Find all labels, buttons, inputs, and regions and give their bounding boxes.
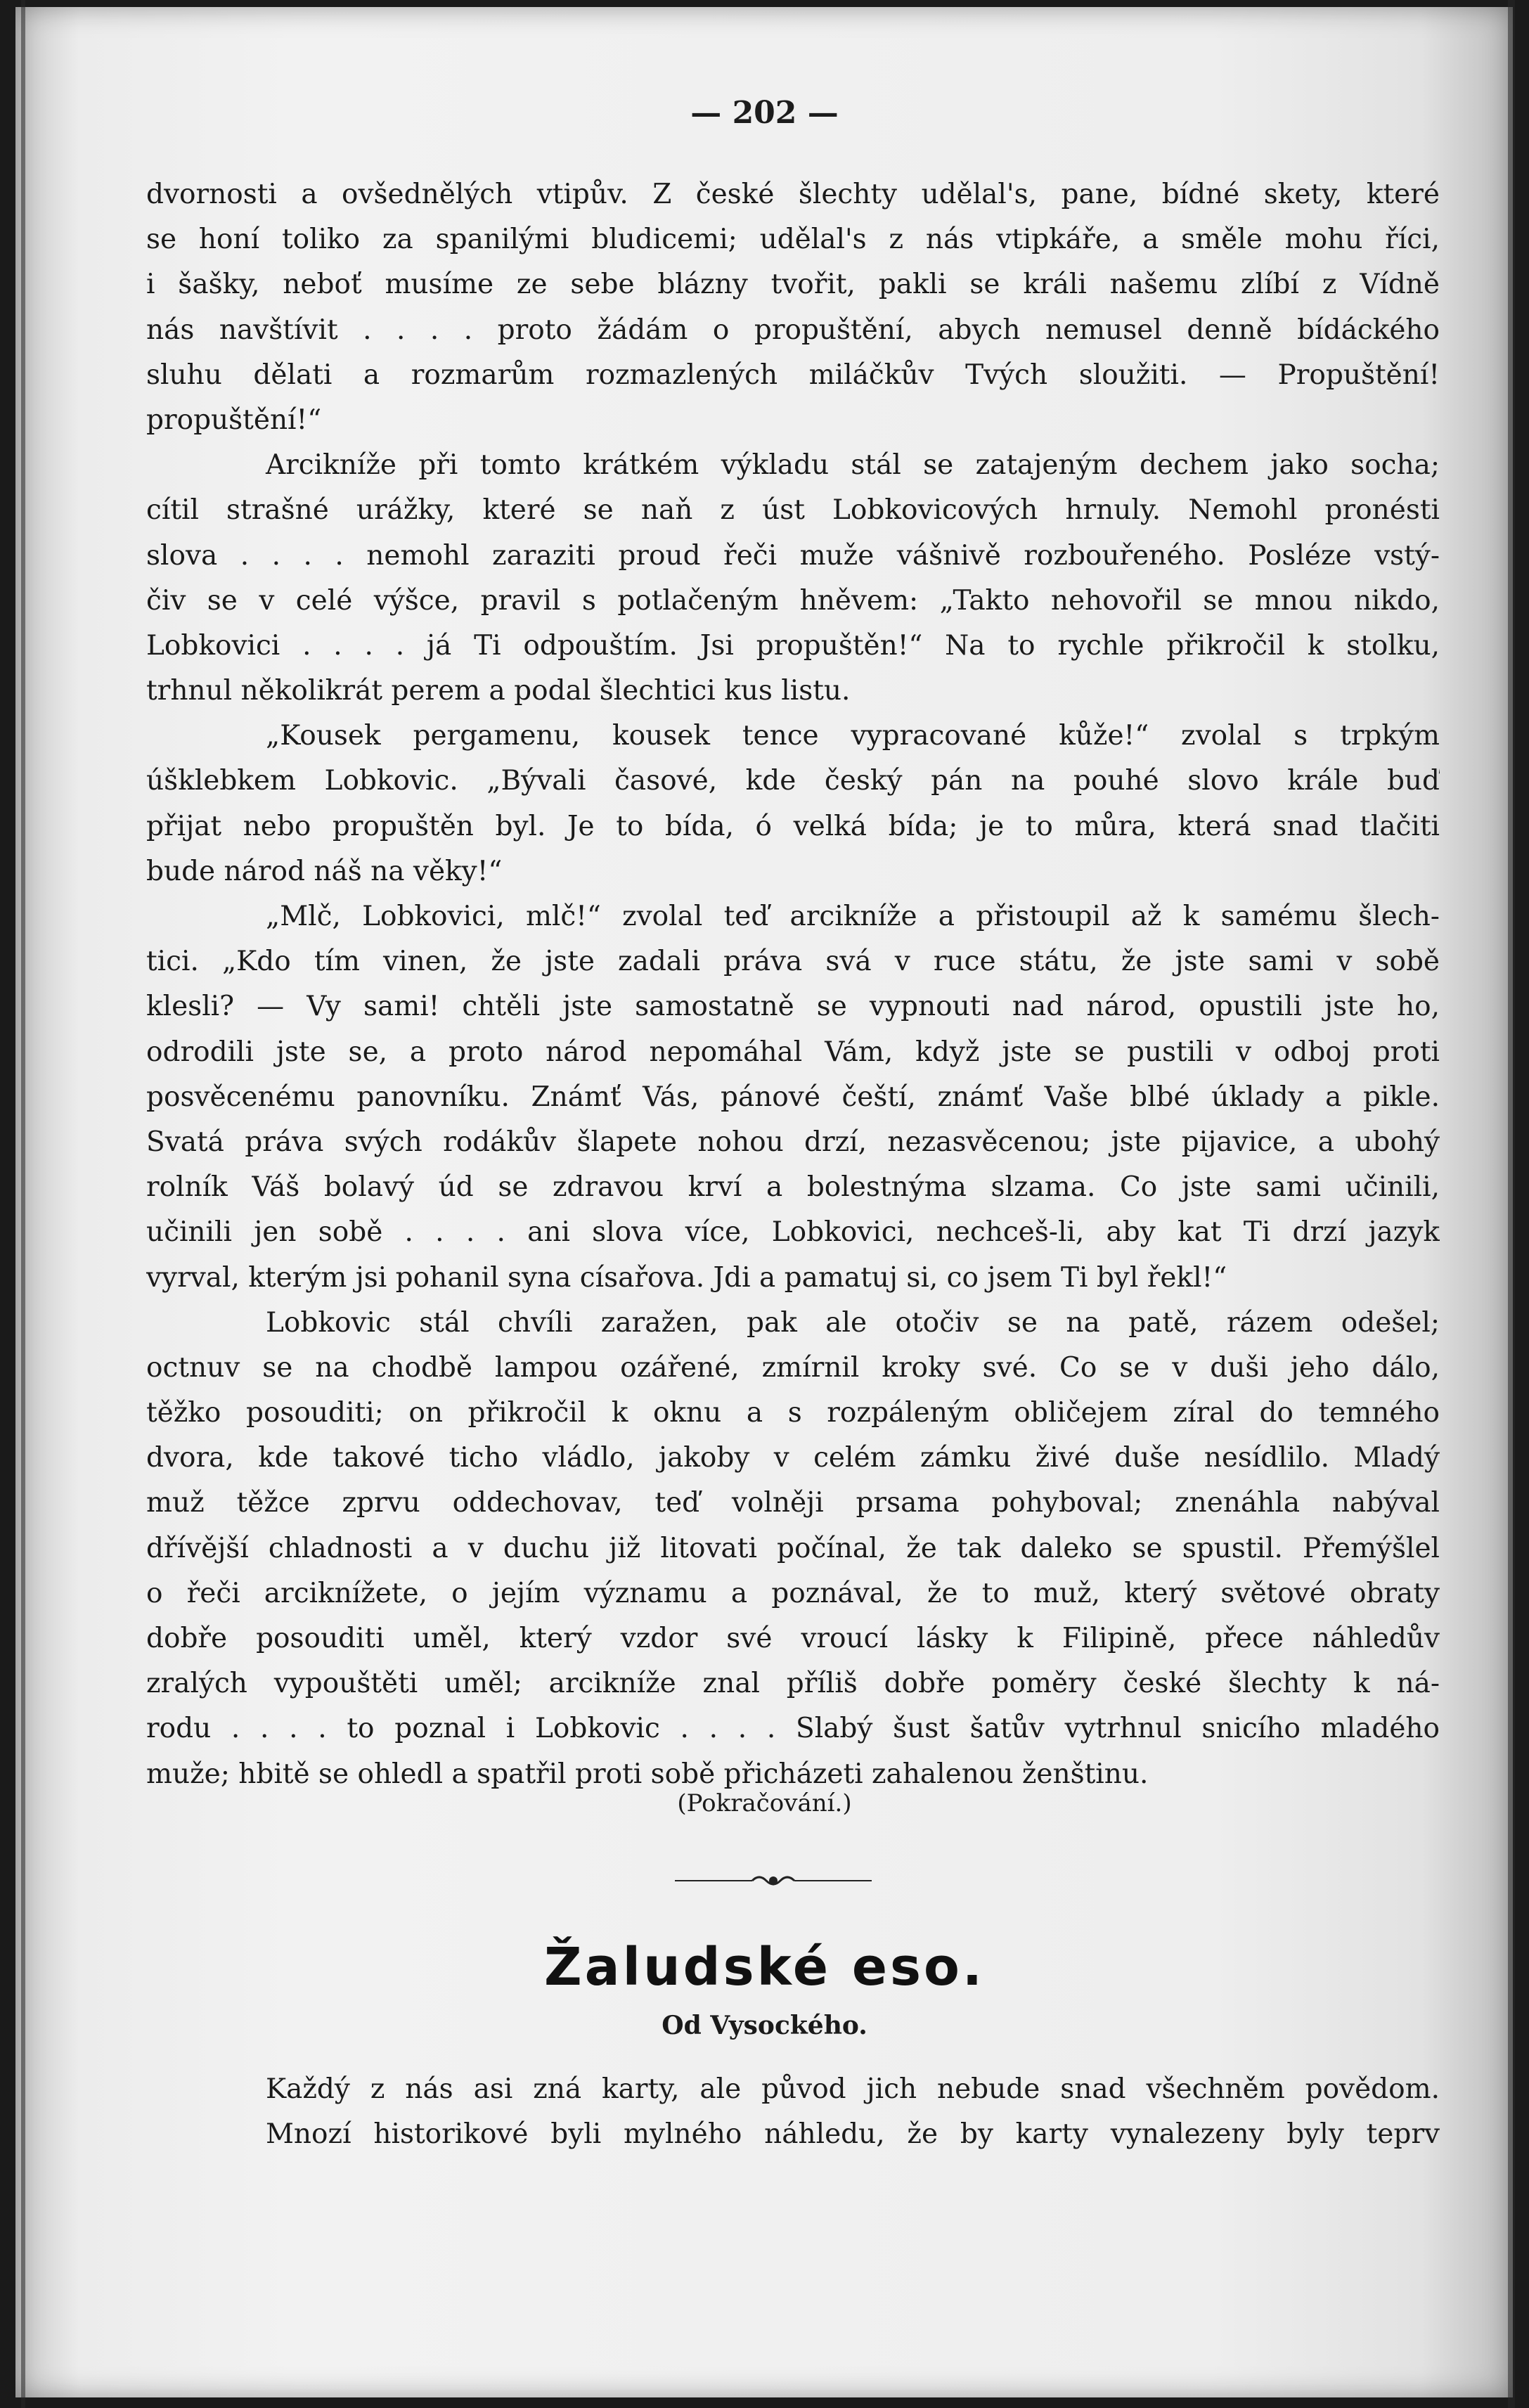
text-line: zralých vypouštěti uměl; arcikníže znal příliš dobře poměry české šlechty k ná- — [146, 1668, 1440, 1700]
scan-mark — [1508, 0, 1515, 2408]
text-line: těžko posouditi; on přikročil k oknu a s rozpáleným obličejem zíral do temného — [146, 1397, 1440, 1429]
text-line: rodu . . . . to poznal i Lobkovic . . . . Slabý šust šatův vytrhnul snicího mladého — [146, 1713, 1440, 1745]
text-line: Arcikníže při tomto krátkém výkladu stál se zatajeným dechem jako socha; — [266, 449, 1440, 482]
page-number: — 202 — — [690, 95, 839, 131]
text-line: dobře posouditi uměl, který vzdor své vroucí lásky k Filipině, přece náhledův — [146, 1623, 1440, 1654]
article-byline: Od Vysockého. — [662, 2011, 867, 2040]
text-line: úšklebkem Lobkovic. „Bývali časové, kde český pán na pouhé slovo krále buď — [146, 765, 1440, 797]
text-line: učinili jen sobě . . . . ani slova více, Lobkovici, nechceš-li, aby kat Ti drzí jazyk — [146, 1216, 1440, 1249]
article-text — [146, 2067, 1440, 2157]
text-line: posvěcenému panovníku. Známť Vás, pánové čeští, známť Vaše blbé úklady a pikle. — [146, 1081, 1440, 1113]
text-line: trhnul několikrát perem a podal šlechtici kus listu. — [146, 675, 851, 707]
text-line: nás navštívit . . . . proto žádám o propuštění, abych nemusel denně bídáckého — [146, 314, 1440, 346]
text-line: odrodili jste se, a proto národ nepomáhal Vám, když jste se pustili v odboj proti — [146, 1036, 1440, 1068]
text-line: dřívější chladnosti a v duchu již litovati počínal, že tak daleko se spustil. Přemýšlel — [146, 1532, 1440, 1564]
text-line: Lobkovic stál chvíli zaražen, pak ale otočiv se na patě, rázem odešel; — [266, 1306, 1440, 1339]
text-line: cítil strašné urážky, které se naň z úst Lobkovicových hrnuly. Nemohl pronésti — [146, 494, 1440, 527]
text-line: „Mlč, Lobkovici, mlč!“ zvolal teď arcikníže a přistoupil až k samému šlech- — [266, 901, 1440, 932]
text-line: vyrval, kterým jsi pohanil syna císařova. Jdi a pamatuj si, co jsem Ti byl řekl!“ — [146, 1261, 1227, 1294]
text-line: propuštění!“ — [146, 404, 322, 436]
article-title: Žaludské eso. — [543, 1937, 986, 1997]
text-line: dvora, kde takové ticho vládlo, jakoby v celém zámku živé duše nesídlilo. Mladý — [146, 1442, 1440, 1474]
text-line: čiv se v celé výšce, pravil s potlačeným hněvem: „Takto nehovořil se mnou nikdo, — [146, 584, 1440, 617]
text-line: slova . . . . nemohl zaraziti proud řeči muže vášnivě rozbouřeného. Posléze vstý- — [146, 539, 1440, 572]
text-line: i šašky, neboť musíme ze sebe blázny tvořit, pakli se králi našemu zlíbí z Vídně — [146, 269, 1440, 301]
continuation-note: (Pokračování.) — [677, 1789, 852, 1817]
story-text — [146, 172, 1440, 1797]
text-line: se honí toliko za spanilými bludicemi; udělal's z nás vtipkáře, a směle mohu říci, — [146, 224, 1440, 256]
text-line: bude národ náš na věky!“ — [146, 855, 503, 887]
text-line: Každý z nás asi zná karty, ale původ jich nebude snad všechněm povědom. — [266, 2073, 1440, 2105]
text-line: tici. „Kdo tím vinen, že jste zadali práva svá v ruce státu, že jste sami v sobě — [146, 946, 1440, 978]
text-line: muže; hbitě se ohledl a spatřil proti sobě přicházeti zahalenou ženštinu. — [146, 1758, 1149, 1790]
text-line: rolník Váš bolavý úd se zdravou krví a bolestnýma slzama. Co jste sami učinili, — [146, 1171, 1440, 1204]
text-line: klesli? — Vy sami! chtěli jste samostatně se vypnouti nad národ, opustili jste ho, — [146, 991, 1440, 1023]
ornament-divider — [668, 1870, 879, 1891]
text-line: Mnozí historikové byli mylného náhledu, že by karty vynalezeny byly teprv — [266, 2118, 1440, 2151]
text-line: o řeči arciknížete, o jejím významu a poznával, že to muž, který světové obraty — [146, 1577, 1440, 1609]
text-line: sluhu dělati a rozmarům rozmazlených miláčkův Tvých sloužiti. — Propuštění! — [146, 359, 1440, 391]
text-line: „Kousek pergamenu, kousek tence vypracované kůže!“ zvolal s trpkým — [266, 720, 1440, 752]
text-line: dvornosti a ovšednělých vtipův. Z české šlechty udělal's, pane, bídné skety, které — [146, 179, 1440, 210]
text-line: přijat nebo propuštěn byl. Je to bída, ó velká bída; je to můra, která snad tlačiti — [146, 810, 1440, 842]
scan-mark — [21, 0, 25, 2408]
text-line: Svatá práva svých rodákův šlapete nohou drzí, nezasvěcenou; jste pijavice, a ubohý — [146, 1126, 1440, 1158]
text-line: octnuv se na chodbě lampou ozářené, zmírnil kroky své. Co se v duši jeho dálo, — [146, 1351, 1440, 1384]
text-line: muž těžce zprvu oddechovav, teď volněji prsama pohyboval; znenáhla nabýval — [146, 1487, 1440, 1519]
text-line: Lobkovici . . . . já Ti odpouštím. Jsi propuštěn!“ Na to rychle přikročil k stolku, — [146, 629, 1440, 662]
